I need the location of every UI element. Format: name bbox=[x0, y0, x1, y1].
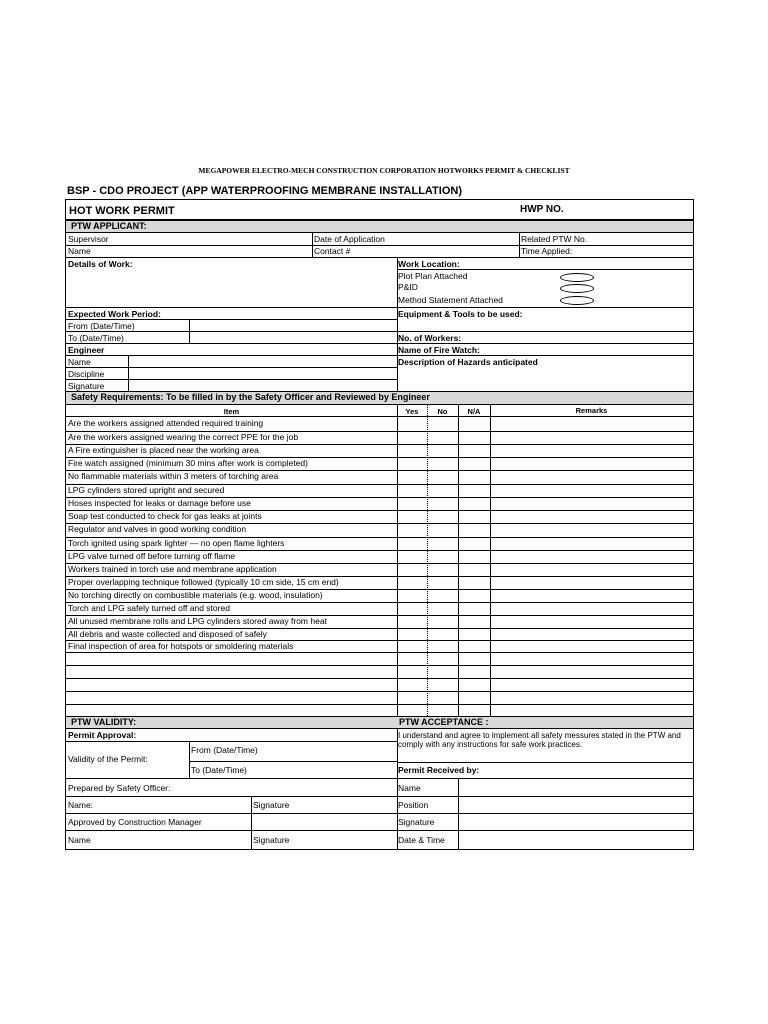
time-applied-label: Time Applied: bbox=[521, 246, 573, 256]
pid-label: P&ID bbox=[398, 282, 418, 292]
method-statement-checkbox[interactable] bbox=[560, 296, 594, 305]
receiver-name-label: Name bbox=[398, 783, 421, 793]
validity-from-label: From (Date/Time) bbox=[191, 745, 258, 755]
receiver-position-label: Position bbox=[398, 800, 429, 810]
acceptance-statement: I understand and agree to implement all safety messures stated in the PTW and comply with any instructions for safe work practices. bbox=[398, 731, 681, 749]
checklist-item: A Fire extinguisher is placed near the working area bbox=[68, 445, 259, 455]
checklist-item: No flammable materials within 3 meters of torching area bbox=[68, 471, 279, 481]
checklist-item: Hoses inspected for leaks or damage before use bbox=[68, 498, 251, 508]
pid-checkbox[interactable] bbox=[560, 284, 594, 293]
checklist-item: Are the workers assigned wearing the correct PPE for the job bbox=[68, 432, 299, 442]
work-location-label: Work Location: bbox=[398, 259, 460, 269]
permit-approval-label: Permit Approval: bbox=[68, 730, 137, 740]
engineer-name-label: Name bbox=[68, 357, 91, 367]
engineer-label: Engineer bbox=[68, 345, 105, 355]
officer-signature-label: Signature bbox=[253, 800, 290, 810]
safety-requirements-header: Safety Requirements: To be filled in by the Safety Officer and Reviewed by Engineer bbox=[66, 391, 693, 405]
checklist-item: LPG cylinders stored upright and secured bbox=[68, 485, 225, 495]
period-to-label: To (Date/Time) bbox=[68, 333, 124, 343]
permit-received-by-label: Permit Received by: bbox=[398, 765, 480, 775]
checklist-item: LPG valve turned off before turning off flame bbox=[68, 551, 235, 561]
checklist-item: Soap test conducted to check for gas leaks at joints bbox=[68, 511, 262, 521]
contact-label: Contact # bbox=[314, 246, 351, 256]
prepared-by-label: Prepared by Safety Officer: bbox=[68, 783, 171, 793]
expected-work-period-label: Expected Work Period: bbox=[68, 309, 161, 319]
name-label: Name bbox=[68, 246, 91, 256]
no-of-workers-label: No. of Workers: bbox=[398, 333, 462, 343]
plot-plan-label: Plot Plan Attached bbox=[398, 271, 468, 281]
validity-to-label: To (Date/Time) bbox=[191, 765, 247, 775]
related-ptw-label: Related PTW No. bbox=[521, 234, 588, 244]
checklist-item: Workers trained in torch use and membrane application bbox=[68, 564, 277, 574]
method-statement-label: Method Statement Attached bbox=[398, 295, 503, 305]
supervisor-label: Supervisor bbox=[68, 234, 109, 244]
checklist-item: Torch ignited using spark lighter — no open flame lighters bbox=[68, 538, 285, 548]
approved-by-label: Approved by Construction Manager bbox=[68, 817, 202, 827]
validity-of-permit-label: Validity of the Permit: bbox=[68, 754, 148, 764]
manager-signature-label: Signature bbox=[253, 835, 290, 845]
date-of-application-label: Date of Application bbox=[314, 234, 385, 244]
hwp-no-label: HWP NO. bbox=[520, 204, 564, 215]
ptw-acceptance-heading: PTW ACCEPTANCE : bbox=[399, 717, 489, 727]
manager-name-label: Name bbox=[68, 835, 91, 845]
permit-form bbox=[65, 199, 694, 850]
fire-watch-label: Name of Fire Watch: bbox=[398, 345, 480, 355]
checklist-item: Final inspection of area for hotspots or smoldering materials bbox=[68, 641, 294, 651]
checklist-item: Proper overlapping technique followed (typically 10 cm side, 15 cm end) bbox=[68, 577, 339, 587]
checklist-item: No torching directly on combustible materials (e.g. wood, insulation) bbox=[68, 590, 323, 600]
plot-plan-checkbox[interactable] bbox=[560, 273, 594, 282]
company-heading: MEGAPOWER ELECTRO-MECH CONSTRUCTION CORPORATION HOTWORKS PERMIT & CHECKLIST bbox=[198, 166, 570, 175]
receiver-date-time-label: Date & Time bbox=[398, 835, 445, 845]
validity-acceptance-header bbox=[66, 716, 693, 729]
hazards-label: Description of Hazards anticipated bbox=[398, 357, 538, 367]
project-title: BSP - CDO PROJECT (APP WATERPROOFING MEMBRANE INSTALLATION) bbox=[67, 185, 462, 197]
checklist-item: Are the workers assigned attended required training bbox=[68, 418, 264, 428]
discipline-label: Discipline bbox=[68, 369, 105, 379]
col-no: No bbox=[437, 407, 448, 416]
details-of-work-label: Details of Work: bbox=[68, 259, 133, 269]
receiver-signature-label: Signature bbox=[398, 817, 435, 827]
form-title: HOT WORK PERMIT bbox=[69, 205, 175, 217]
period-from-label: From (Date/Time) bbox=[68, 321, 135, 331]
checklist-item: Torch and LPG safely turned off and stored bbox=[68, 603, 230, 613]
col-na: N/A bbox=[467, 407, 481, 416]
col-remarks: Remarks bbox=[575, 406, 608, 415]
officer-name-label: Name: bbox=[68, 800, 94, 810]
engineer-signature-label: Signature bbox=[68, 381, 105, 391]
col-item: Item bbox=[223, 407, 240, 416]
ptw-validity-heading: PTW VALIDITY: bbox=[71, 717, 137, 727]
col-yes: Yes bbox=[405, 407, 419, 416]
checklist-item: All debris and waste collected and disposed of safely bbox=[68, 629, 267, 639]
checklist-item: Fire watch assigned (minimum 30 mins after work is completed) bbox=[68, 458, 308, 468]
checklist-item: Regulator and valves in good working condition bbox=[68, 524, 247, 534]
equipment-tools-label: Equipment & Tools to be used: bbox=[398, 309, 523, 319]
checklist-item: All unused membrane rolls and LPG cylinders stored away from heat bbox=[68, 616, 327, 626]
ptw-applicant-header: PTW APPLICANT: bbox=[66, 220, 693, 233]
